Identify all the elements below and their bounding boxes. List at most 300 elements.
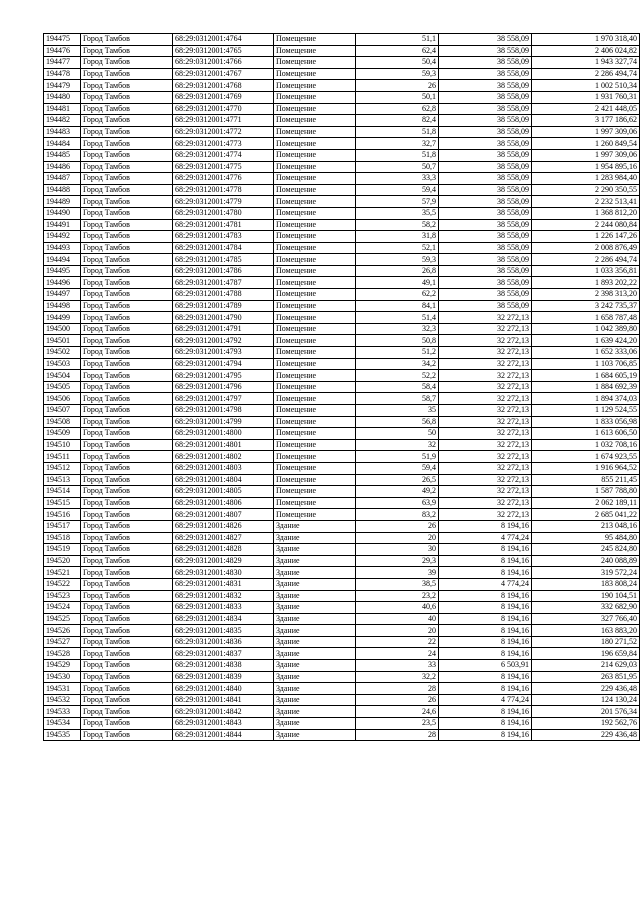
specific-value-cell: 8 194,16 <box>439 567 532 579</box>
specific-value-cell: 32 272,13 <box>439 393 532 405</box>
object-type-cell: Здание <box>274 613 356 625</box>
object-type-cell: Помещение <box>274 451 356 463</box>
row-number-cell: 194516 <box>44 509 81 521</box>
object-type-cell: Помещение <box>274 312 356 324</box>
city-cell: Город Тамбов <box>81 648 173 660</box>
row-number-cell: 194507 <box>44 405 81 417</box>
cadastral-number-cell: 68:29:0312001:4840 <box>173 683 274 695</box>
cadastral-value-cell: 1 997 309,06 <box>532 149 640 161</box>
cadastral-number-cell: 68:29:0312001:4800 <box>173 428 274 440</box>
specific-value-cell: 38 558,09 <box>439 161 532 173</box>
specific-value-cell: 32 272,13 <box>439 358 532 370</box>
cadastral-number-cell: 68:29:0312001:4798 <box>173 405 274 417</box>
cadastral-number-cell: 68:29:0312001:4794 <box>173 358 274 370</box>
table-row <box>44 497 640 509</box>
object-type-cell: Помещение <box>274 497 356 509</box>
cadastral-number-cell: 68:29:0312001:4783 <box>173 231 274 243</box>
object-type-cell: Помещение <box>274 207 356 219</box>
row-number-cell: 194487 <box>44 173 81 185</box>
row-number-cell: 194494 <box>44 254 81 266</box>
area-cell: 59,3 <box>356 254 439 266</box>
area-cell: 83,2 <box>356 509 439 521</box>
cadastral-number-cell: 68:29:0312001:4806 <box>173 497 274 509</box>
cadastral-value-cell: 1 129 524,55 <box>532 405 640 417</box>
cadastral-number-cell: 68:29:0312001:4773 <box>173 138 274 150</box>
cadastral-value-cell: 1 931 760,31 <box>532 91 640 103</box>
table-row <box>44 254 640 266</box>
cadastral-value-cell: 229 436,48 <box>532 683 640 695</box>
object-type-cell: Помещение <box>274 184 356 196</box>
table-row <box>44 439 640 451</box>
cadastral-value-cell: 1 943 327,74 <box>532 57 640 69</box>
city-cell: Город Тамбов <box>81 196 173 208</box>
city-cell: Город Тамбов <box>81 277 173 289</box>
specific-value-cell: 32 272,13 <box>439 381 532 393</box>
specific-value-cell: 32 272,13 <box>439 497 532 509</box>
object-type-cell: Помещение <box>274 68 356 80</box>
city-cell: Город Тамбов <box>81 520 173 532</box>
cadastral-number-cell: 68:29:0312001:4805 <box>173 486 274 498</box>
specific-value-cell: 8 194,16 <box>439 718 532 730</box>
row-number-cell: 194508 <box>44 416 81 428</box>
cadastral-number-cell: 68:29:0312001:4804 <box>173 474 274 486</box>
city-cell: Город Тамбов <box>81 45 173 57</box>
city-cell: Город Тамбов <box>81 509 173 521</box>
city-cell: Город Тамбов <box>81 381 173 393</box>
row-number-cell: 194504 <box>44 370 81 382</box>
area-cell: 58,4 <box>356 381 439 393</box>
area-cell: 35,5 <box>356 207 439 219</box>
table-row <box>44 196 640 208</box>
table-row <box>44 660 640 672</box>
cadastral-value-cell: 1 884 692,39 <box>532 381 640 393</box>
city-cell: Город Тамбов <box>81 115 173 127</box>
row-number-cell: 194519 <box>44 544 81 556</box>
city-cell: Город Тамбов <box>81 323 173 335</box>
row-number-cell: 194532 <box>44 694 81 706</box>
table-row <box>44 462 640 474</box>
table-row <box>44 671 640 683</box>
specific-value-cell: 38 558,09 <box>439 277 532 289</box>
table-row <box>44 474 640 486</box>
object-type-cell: Помещение <box>274 335 356 347</box>
row-number-cell: 194513 <box>44 474 81 486</box>
table-body <box>44 34 640 741</box>
specific-value-cell: 4 774,24 <box>439 694 532 706</box>
city-cell: Город Тамбов <box>81 358 173 370</box>
specific-value-cell: 8 194,16 <box>439 706 532 718</box>
cadastral-number-cell: 68:29:0312001:4791 <box>173 323 274 335</box>
table-row <box>44 45 640 57</box>
row-number-cell: 194481 <box>44 103 81 115</box>
area-cell: 33,3 <box>356 173 439 185</box>
row-number-cell: 194524 <box>44 602 81 614</box>
cadastral-number-cell: 68:29:0312001:4780 <box>173 207 274 219</box>
city-cell: Город Тамбов <box>81 671 173 683</box>
table-row <box>44 231 640 243</box>
specific-value-cell: 8 194,16 <box>439 729 532 741</box>
city-cell: Город Тамбов <box>81 451 173 463</box>
row-number-cell: 194526 <box>44 625 81 637</box>
row-number-cell: 194506 <box>44 393 81 405</box>
cadastral-value-cell: 183 808,24 <box>532 578 640 590</box>
area-cell: 35 <box>356 405 439 417</box>
city-cell: Город Тамбов <box>81 300 173 312</box>
table-row <box>44 161 640 173</box>
table-row <box>44 57 640 69</box>
row-number-cell: 194495 <box>44 265 81 277</box>
object-type-cell: Помещение <box>274 265 356 277</box>
specific-value-cell: 8 194,16 <box>439 636 532 648</box>
table-row <box>44 381 640 393</box>
area-cell: 31,8 <box>356 231 439 243</box>
specific-value-cell: 38 558,09 <box>439 231 532 243</box>
table-row <box>44 370 640 382</box>
city-cell: Город Тамбов <box>81 370 173 382</box>
cadastral-value-cell: 214 629,03 <box>532 660 640 672</box>
object-type-cell: Помещение <box>274 474 356 486</box>
cadastral-value-cell: 229 436,48 <box>532 729 640 741</box>
row-number-cell: 194533 <box>44 706 81 718</box>
city-cell: Город Тамбов <box>81 68 173 80</box>
cadastral-value-cell: 245 824,80 <box>532 544 640 556</box>
object-type-cell: Здание <box>274 660 356 672</box>
cadastral-number-cell: 68:29:0312001:4827 <box>173 532 274 544</box>
cadastral-number-cell: 68:29:0312001:4799 <box>173 416 274 428</box>
table-row <box>44 509 640 521</box>
table-row <box>44 544 640 556</box>
object-type-cell: Здание <box>274 729 356 741</box>
table-row <box>44 729 640 741</box>
city-cell: Город Тамбов <box>81 254 173 266</box>
table-row <box>44 706 640 718</box>
object-type-cell: Здание <box>274 648 356 660</box>
table-row <box>44 578 640 590</box>
area-cell: 58,7 <box>356 393 439 405</box>
city-cell: Город Тамбов <box>81 219 173 231</box>
table-row <box>44 555 640 567</box>
cadastral-number-cell: 68:29:0312001:4796 <box>173 381 274 393</box>
city-cell: Город Тамбов <box>81 393 173 405</box>
row-number-cell: 194500 <box>44 323 81 335</box>
table-row <box>44 428 640 440</box>
specific-value-cell: 38 558,09 <box>439 196 532 208</box>
row-number-cell: 194522 <box>44 578 81 590</box>
cadastral-value-table <box>43 33 640 741</box>
specific-value-cell: 32 272,13 <box>439 509 532 521</box>
cadastral-number-cell: 68:29:0312001:4838 <box>173 660 274 672</box>
cadastral-number-cell: 68:29:0312001:4839 <box>173 671 274 683</box>
object-type-cell: Здание <box>274 683 356 695</box>
cadastral-value-cell: 2 421 448,05 <box>532 103 640 115</box>
specific-value-cell: 38 558,09 <box>439 45 532 57</box>
city-cell: Город Тамбов <box>81 149 173 161</box>
area-cell: 26 <box>356 520 439 532</box>
object-type-cell: Помещение <box>274 289 356 301</box>
cadastral-number-cell: 68:29:0312001:4793 <box>173 347 274 359</box>
row-number-cell: 194523 <box>44 590 81 602</box>
specific-value-cell: 8 194,16 <box>439 613 532 625</box>
cadastral-value-cell: 196 659,84 <box>532 648 640 660</box>
specific-value-cell: 32 272,13 <box>439 405 532 417</box>
specific-value-cell: 32 272,13 <box>439 323 532 335</box>
cadastral-value-cell: 2 290 350,55 <box>532 184 640 196</box>
cadastral-value-cell: 240 088,89 <box>532 555 640 567</box>
table-row <box>44 207 640 219</box>
city-cell: Город Тамбов <box>81 289 173 301</box>
cadastral-number-cell: 68:29:0312001:4774 <box>173 149 274 161</box>
object-type-cell: Помещение <box>274 405 356 417</box>
object-type-cell: Помещение <box>274 347 356 359</box>
specific-value-cell: 32 272,13 <box>439 474 532 486</box>
area-cell: 28 <box>356 729 439 741</box>
cadastral-value-cell: 332 682,90 <box>532 602 640 614</box>
city-cell: Город Тамбов <box>81 706 173 718</box>
row-number-cell: 194512 <box>44 462 81 474</box>
table-row <box>44 115 640 127</box>
specific-value-cell: 38 558,09 <box>439 207 532 219</box>
cadastral-value-cell: 180 271,52 <box>532 636 640 648</box>
city-cell: Город Тамбов <box>81 660 173 672</box>
row-number-cell: 194485 <box>44 149 81 161</box>
cadastral-number-cell: 68:29:0312001:4770 <box>173 103 274 115</box>
area-cell: 50 <box>356 428 439 440</box>
area-cell: 23,2 <box>356 590 439 602</box>
cadastral-number-cell: 68:29:0312001:4767 <box>173 68 274 80</box>
cadastral-value-cell: 2 232 513,41 <box>532 196 640 208</box>
area-cell: 50,4 <box>356 57 439 69</box>
cadastral-value-cell: 855 211,45 <box>532 474 640 486</box>
cadastral-value-cell: 2 244 080,84 <box>532 219 640 231</box>
area-cell: 51,8 <box>356 126 439 138</box>
specific-value-cell: 38 558,09 <box>439 80 532 92</box>
object-type-cell: Помещение <box>274 439 356 451</box>
object-type-cell: Здание <box>274 520 356 532</box>
table-row <box>44 103 640 115</box>
area-cell: 40 <box>356 613 439 625</box>
city-cell: Город Тамбов <box>81 613 173 625</box>
city-cell: Город Тамбов <box>81 532 173 544</box>
row-number-cell: 194492 <box>44 231 81 243</box>
cadastral-value-cell: 1 954 895,16 <box>532 161 640 173</box>
table-row <box>44 173 640 185</box>
cadastral-number-cell: 68:29:0312001:4778 <box>173 184 274 196</box>
cadastral-number-cell: 68:29:0312001:4789 <box>173 300 274 312</box>
city-cell: Город Тамбов <box>81 602 173 614</box>
cadastral-number-cell: 68:29:0312001:4830 <box>173 567 274 579</box>
row-number-cell: 194478 <box>44 68 81 80</box>
city-cell: Город Тамбов <box>81 161 173 173</box>
area-cell: 26,5 <box>356 474 439 486</box>
area-cell: 24,6 <box>356 706 439 718</box>
specific-value-cell: 38 558,09 <box>439 115 532 127</box>
cadastral-value-cell: 192 562,76 <box>532 718 640 730</box>
specific-value-cell: 32 272,13 <box>439 428 532 440</box>
cadastral-number-cell: 68:29:0312001:4765 <box>173 45 274 57</box>
specific-value-cell: 38 558,09 <box>439 149 532 161</box>
specific-value-cell: 38 558,09 <box>439 219 532 231</box>
object-type-cell: Помещение <box>274 138 356 150</box>
row-number-cell: 194476 <box>44 45 81 57</box>
cadastral-number-cell: 68:29:0312001:4784 <box>173 242 274 254</box>
specific-value-cell: 38 558,09 <box>439 173 532 185</box>
table-row <box>44 393 640 405</box>
cadastral-number-cell: 68:29:0312001:4790 <box>173 312 274 324</box>
row-number-cell: 194493 <box>44 242 81 254</box>
object-type-cell: Помещение <box>274 115 356 127</box>
specific-value-cell: 4 774,24 <box>439 578 532 590</box>
object-type-cell: Здание <box>274 636 356 648</box>
row-number-cell: 194521 <box>44 567 81 579</box>
area-cell: 63,9 <box>356 497 439 509</box>
object-type-cell: Помещение <box>274 393 356 405</box>
object-type-cell: Помещение <box>274 416 356 428</box>
table-row <box>44 347 640 359</box>
cadastral-value-cell: 2 406 024,82 <box>532 45 640 57</box>
city-cell: Город Тамбов <box>81 555 173 567</box>
object-type-cell: Здание <box>274 555 356 567</box>
cadastral-number-cell: 68:29:0312001:4787 <box>173 277 274 289</box>
city-cell: Город Тамбов <box>81 347 173 359</box>
cadastral-number-cell: 68:29:0312001:4772 <box>173 126 274 138</box>
city-cell: Город Тамбов <box>81 590 173 602</box>
cadastral-value-cell: 3 177 186,62 <box>532 115 640 127</box>
table-row <box>44 532 640 544</box>
object-type-cell: Здание <box>274 694 356 706</box>
specific-value-cell: 38 558,09 <box>439 103 532 115</box>
cadastral-number-cell: 68:29:0312001:4835 <box>173 625 274 637</box>
table-row <box>44 184 640 196</box>
cadastral-value-cell: 1 893 202,22 <box>532 277 640 289</box>
row-number-cell: 194486 <box>44 161 81 173</box>
object-type-cell: Помещение <box>274 323 356 335</box>
table-row <box>44 265 640 277</box>
city-cell: Город Тамбов <box>81 625 173 637</box>
table-row <box>44 636 640 648</box>
cadastral-number-cell: 68:29:0312001:4828 <box>173 544 274 556</box>
area-cell: 26 <box>356 694 439 706</box>
table-row <box>44 520 640 532</box>
table-row <box>44 694 640 706</box>
cadastral-value-cell: 327 766,40 <box>532 613 640 625</box>
city-cell: Город Тамбов <box>81 265 173 277</box>
area-cell: 22 <box>356 636 439 648</box>
table-row <box>44 219 640 231</box>
area-cell: 59,4 <box>356 184 439 196</box>
cadastral-number-cell: 68:29:0312001:4829 <box>173 555 274 567</box>
specific-value-cell: 38 558,09 <box>439 126 532 138</box>
city-cell: Город Тамбов <box>81 57 173 69</box>
cadastral-number-cell: 68:29:0312001:4768 <box>173 80 274 92</box>
table-row <box>44 300 640 312</box>
area-cell: 39 <box>356 567 439 579</box>
city-cell: Город Тамбов <box>81 474 173 486</box>
cadastral-value-cell: 163 883,20 <box>532 625 640 637</box>
object-type-cell: Здание <box>274 578 356 590</box>
specific-value-cell: 38 558,09 <box>439 184 532 196</box>
city-cell: Город Тамбов <box>81 231 173 243</box>
table-row <box>44 80 640 92</box>
cadastral-value-cell: 1 103 706,85 <box>532 358 640 370</box>
city-cell: Город Тамбов <box>81 486 173 498</box>
city-cell: Город Тамбов <box>81 439 173 451</box>
object-type-cell: Здание <box>274 544 356 556</box>
cadastral-number-cell: 68:29:0312001:4776 <box>173 173 274 185</box>
cadastral-value-cell: 1 916 964,52 <box>532 462 640 474</box>
row-number-cell: 194529 <box>44 660 81 672</box>
city-cell: Город Тамбов <box>81 416 173 428</box>
area-cell: 51,8 <box>356 149 439 161</box>
area-cell: 51,4 <box>356 312 439 324</box>
cadastral-value-cell: 1 002 510,34 <box>532 80 640 92</box>
row-number-cell: 194535 <box>44 729 81 741</box>
cadastral-value-cell: 1 970 318,40 <box>532 34 640 46</box>
cadastral-number-cell: 68:29:0312001:4841 <box>173 694 274 706</box>
cadastral-number-cell: 68:29:0312001:4842 <box>173 706 274 718</box>
area-cell: 51,1 <box>356 34 439 46</box>
row-number-cell: 194501 <box>44 335 81 347</box>
cadastral-number-cell: 68:29:0312001:4807 <box>173 509 274 521</box>
area-cell: 32,7 <box>356 138 439 150</box>
specific-value-cell: 32 272,13 <box>439 347 532 359</box>
object-type-cell: Здание <box>274 671 356 683</box>
table-row <box>44 486 640 498</box>
object-type-cell: Помещение <box>274 300 356 312</box>
row-number-cell: 194502 <box>44 347 81 359</box>
city-cell: Город Тамбов <box>81 173 173 185</box>
table-row <box>44 312 640 324</box>
specific-value-cell: 4 774,24 <box>439 532 532 544</box>
cadastral-value-cell: 2 685 041,22 <box>532 509 640 521</box>
table-row <box>44 138 640 150</box>
area-cell: 20 <box>356 532 439 544</box>
row-number-cell: 194515 <box>44 497 81 509</box>
city-cell: Город Тамбов <box>81 335 173 347</box>
area-cell: 40,6 <box>356 602 439 614</box>
object-type-cell: Здание <box>274 718 356 730</box>
cadastral-value-cell: 213 048,16 <box>532 520 640 532</box>
object-type-cell: Помещение <box>274 486 356 498</box>
cadastral-number-cell: 68:29:0312001:4792 <box>173 335 274 347</box>
cadastral-value-cell: 1 833 056,98 <box>532 416 640 428</box>
cadastral-value-cell: 1 368 812,20 <box>532 207 640 219</box>
specific-value-cell: 38 558,09 <box>439 68 532 80</box>
city-cell: Город Тамбов <box>81 544 173 556</box>
cadastral-number-cell: 68:29:0312001:4795 <box>173 370 274 382</box>
area-cell: 26,8 <box>356 265 439 277</box>
city-cell: Город Тамбов <box>81 80 173 92</box>
specific-value-cell: 38 558,09 <box>439 254 532 266</box>
cadastral-number-cell: 68:29:0312001:4832 <box>173 590 274 602</box>
specific-value-cell: 8 194,16 <box>439 555 532 567</box>
cadastral-value-cell: 1 639 424,20 <box>532 335 640 347</box>
city-cell: Город Тамбов <box>81 126 173 138</box>
cadastral-value-cell: 1 684 605,19 <box>532 370 640 382</box>
object-type-cell: Помещение <box>274 370 356 382</box>
table-row <box>44 613 640 625</box>
city-cell: Город Тамбов <box>81 428 173 440</box>
row-number-cell: 194531 <box>44 683 81 695</box>
object-type-cell: Помещение <box>274 358 356 370</box>
table-row <box>44 718 640 730</box>
city-cell: Город Тамбов <box>81 103 173 115</box>
row-number-cell: 194499 <box>44 312 81 324</box>
area-cell: 62,8 <box>356 103 439 115</box>
cadastral-value-cell: 1 894 374,03 <box>532 393 640 405</box>
area-cell: 56,8 <box>356 416 439 428</box>
area-cell: 62,2 <box>356 289 439 301</box>
cadastral-value-cell: 1 283 984,40 <box>532 173 640 185</box>
